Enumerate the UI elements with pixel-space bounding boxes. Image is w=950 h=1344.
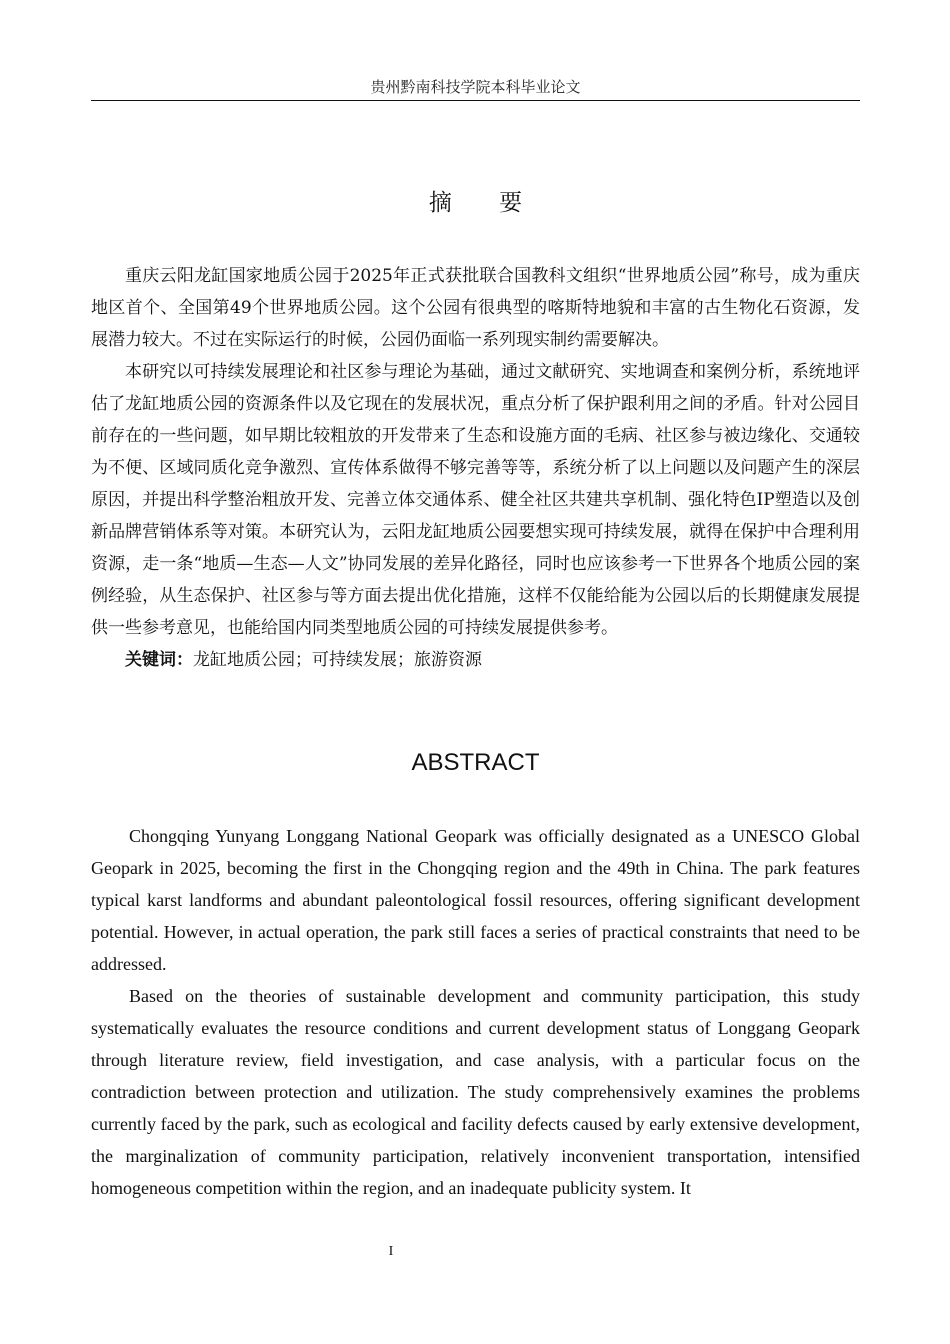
abstract-title-zh: 摘 要 — [428, 190, 543, 216]
abstract-paragraph-zh: 重庆云阳龙缸国家地质公园于2025年正式获批联合国教科文组织“世界地质公园”称号，成为重庆地区首个、全国第49个世界地质公园。这个公园有很典型的喀斯特地貌和丰富的古生物化石资源，发展潜力较大。不过在实际运行的时候，公园仍面临一系列现实制约需要解决。 — [91, 266, 860, 350]
abstract-paragraph-zh: 本研究以可持续发展理论和社区参与理论为基础，通过文献研究、实地调查和案例分析，系统地评估了龙缸地质公园的资源条件以及它现在的发展状况，重点分析了保护跟利用之间的矛盾。针对公园目前存在的一些问题，如早期比较粗放的开发带来了生态和设施方面的毛病、社区参与被边缘化、交通较为不便、区域同质化竞争激烈、宣传体系做得不够完善等等，系统分析了以上问题以及问题产生的深层原因，并提出科学整治粗放开发、完善立体交通体系、健全社区共建共享机制、强化特色IP塑造以及创新品牌营销体系等对策。本研究认为，云阳龙缸地质公园要想实现可持续发展，就得在保护中合理利用资源，走一条“地质—生态—人文”协同发展的差异化路径，同时也应该参考一下世界各个地质公园的案例经验，从生态保护、社区参与等方面去提出优化措施，这样不仅能给能为公园以后的长期健康发展提供一些参考意见，也能给国内同类型地质公园的可持续发展提供参考。 — [91, 362, 860, 638]
abstract-body-en — [91, 820, 860, 1204]
keywords-label: 关键词： — [125, 650, 193, 670]
abstract-paragraph-en: Based on the theories of sustainable development and community participation, this study systematically evaluates the resource conditions and current development status of Longgang Geopark through literature review, field investigation, and case analysis, with a particular focus on the contradiction between protection and utilization. The study comprehensively examines the problems currently faced by the park, such as ecological and facility defects caused by early extensive development, the marginalization of community participation, relatively inconvenient transportation, intensified homogeneous competition within the region, and an inadequate publicity system. It — [91, 986, 860, 1198]
page-number: I — [388, 1244, 394, 1259]
abstract-body-zh — [91, 260, 860, 676]
abstract-title-en: ABSTRACT — [411, 749, 540, 776]
abstract-paragraph-en: Chongqing Yunyang Longgang National Geopark was officially designated as a UNESCO Global Geopark in 2025, becoming the first in the Chongqing region and the 49th in China. The park features typical karst landforms and abundant paleontological fossil resources, offering significant development potential. However, in actual operation, the park still faces a series of practical constraints that need to be addressed. — [91, 826, 860, 974]
keywords-value: 龙缸地质公园；可持续发展；旅游资源 — [193, 650, 482, 670]
keywords-line — [91, 644, 860, 676]
running-header: 贵州黔南科技学院本科毕业论文 — [91, 76, 860, 101]
